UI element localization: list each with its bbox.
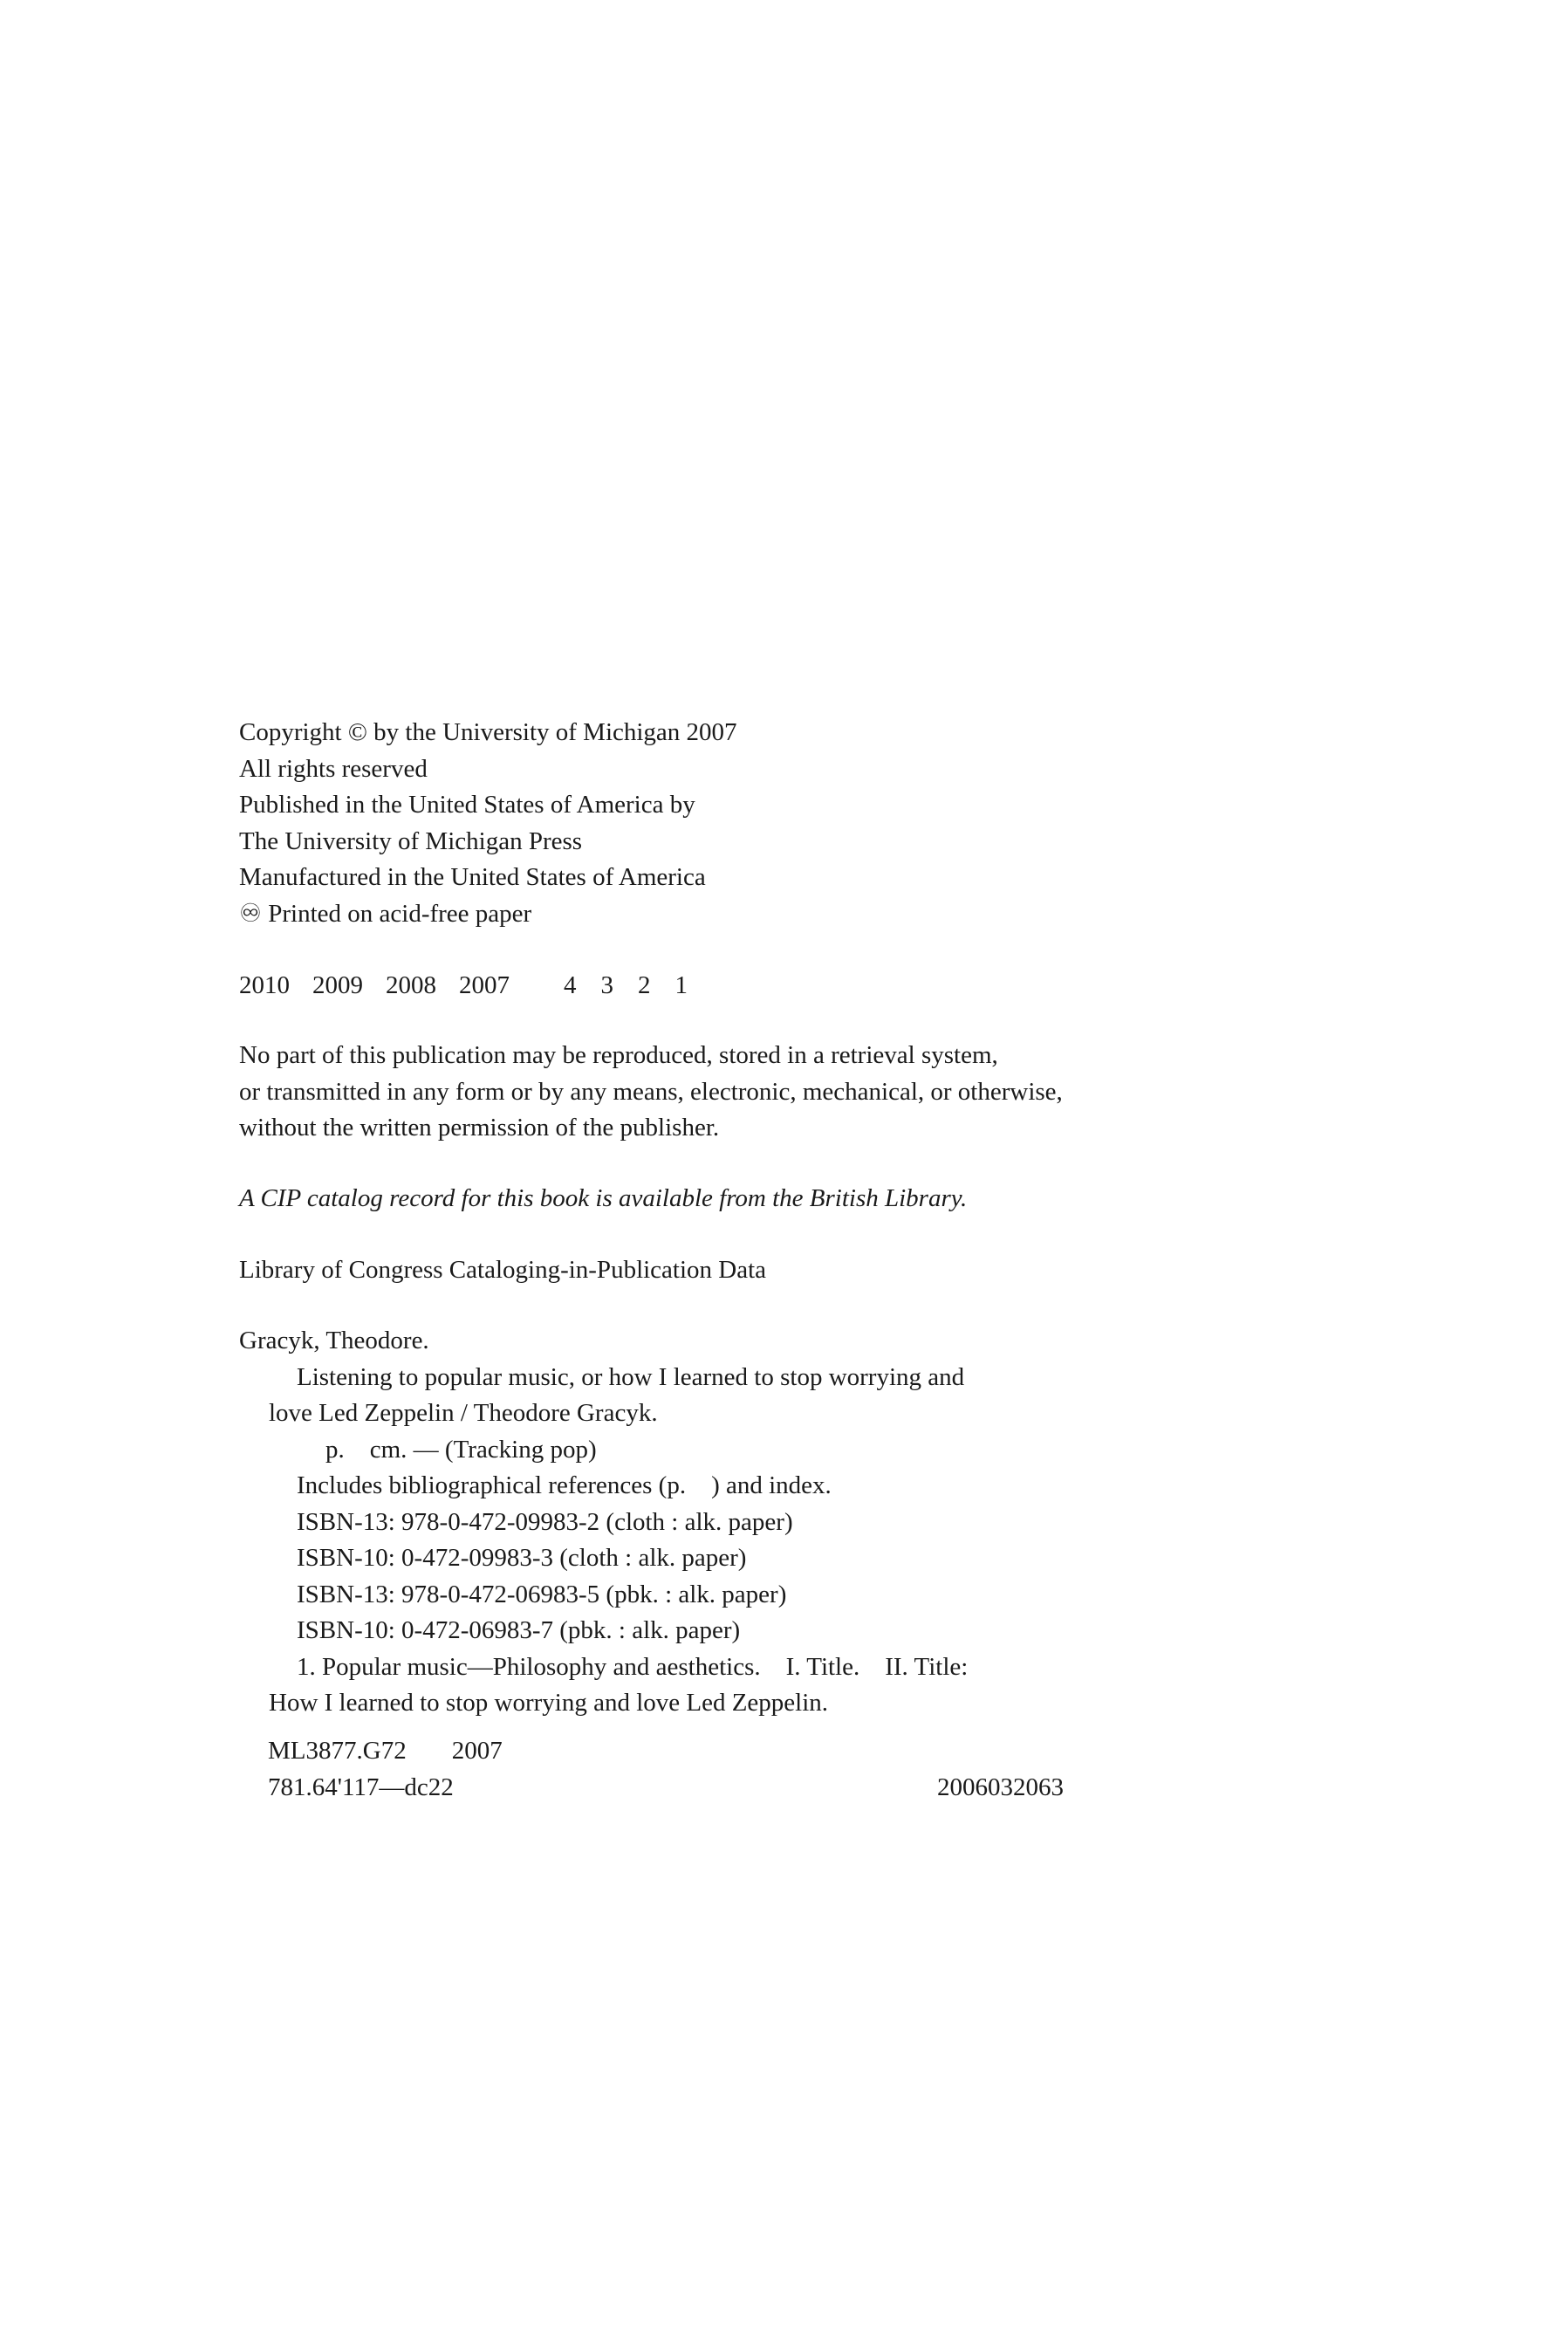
printing-number: 2 — [638, 971, 651, 999]
rights-notice — [239, 1038, 1063, 1147]
publisher-name-line: The University of Michigan Press — [239, 826, 583, 855]
publisher-line: Published in the United States of America by — [239, 791, 695, 819]
record-isbn: ISBN-10: 0-472-09983-3 (cloth : alk. paper) — [297, 1544, 747, 1572]
printing-number: 4 — [564, 971, 577, 999]
lc-call-number: ML3877.G72 — [268, 1737, 407, 1765]
lc-year: 2007 — [451, 1737, 503, 1765]
record-isbn: ISBN-13: 978-0-472-06983-5 (pbk. : alk. paper) — [297, 1580, 787, 1608]
cataloging-record — [239, 1323, 968, 1722]
record-notes: Includes bibliographical references (p. ) and index. — [297, 1471, 832, 1499]
cip-note: A CIP catalog record for this book is available from the British Library. — [239, 1184, 968, 1212]
rights-notice-line: No part of this publication may be reproduced, stored in a retrieval system, — [239, 1041, 998, 1069]
printing-year: 2009 — [312, 971, 363, 999]
printing-history — [239, 968, 688, 1005]
record-title-line-1: Listening to popular music, or how I learned to stop worrying and — [297, 1362, 965, 1391]
record-subjects-line-1: 1. Popular music—Philosophy and aesthetics. I. Title. II. Title: — [297, 1652, 969, 1681]
manufactured-line: Manufactured in the United States of America — [239, 863, 706, 891]
record-isbn: ISBN-10: 0-472-06983-7 (pbk. : alk. paper) — [297, 1616, 741, 1644]
lc-classification-row — [268, 1733, 1064, 1770]
record-subjects-line-2: How I learned to stop worrying and love Led Zeppelin. — [269, 1689, 829, 1717]
copyright-block — [239, 715, 737, 932]
acid-free-paper-line: ♾ Printed on acid-free paper — [239, 899, 532, 928]
loc-heading: Library of Congress Cataloging-in-Publication Data — [239, 1256, 767, 1284]
classification-block — [268, 1733, 1064, 1806]
printing-year: 2007 — [459, 971, 510, 999]
record-title-line-2: love Led Zeppelin / Theodore Gracyk. — [269, 1399, 658, 1427]
dewey-number: 781.64'117—dc22 — [268, 1773, 454, 1801]
printing-number: 1 — [674, 971, 688, 999]
printing-year: 2010 — [239, 971, 290, 999]
lccn-number: 2006032063 — [937, 1773, 1064, 1801]
copyright-line: Copyright © by the University of Michigan 2007 — [239, 718, 737, 746]
record-isbn: ISBN-13: 978-0-472-09983-2 (cloth : alk. paper) — [297, 1507, 793, 1536]
rights-reserved-line: All rights reserved — [239, 754, 428, 783]
rights-notice-line: or transmitted in any form or by any means, electronic, mechanical, or otherwise, — [239, 1077, 1063, 1106]
record-physical-description: p. cm. — (Tracking pop) — [325, 1435, 597, 1464]
rights-notice-line: without the written permission of the publisher. — [239, 1114, 720, 1142]
record-author: Gracyk, Theodore. — [239, 1327, 429, 1354]
dewey-classification-row — [268, 1770, 1064, 1807]
printing-number: 3 — [600, 971, 613, 999]
printing-year: 2008 — [386, 971, 436, 999]
